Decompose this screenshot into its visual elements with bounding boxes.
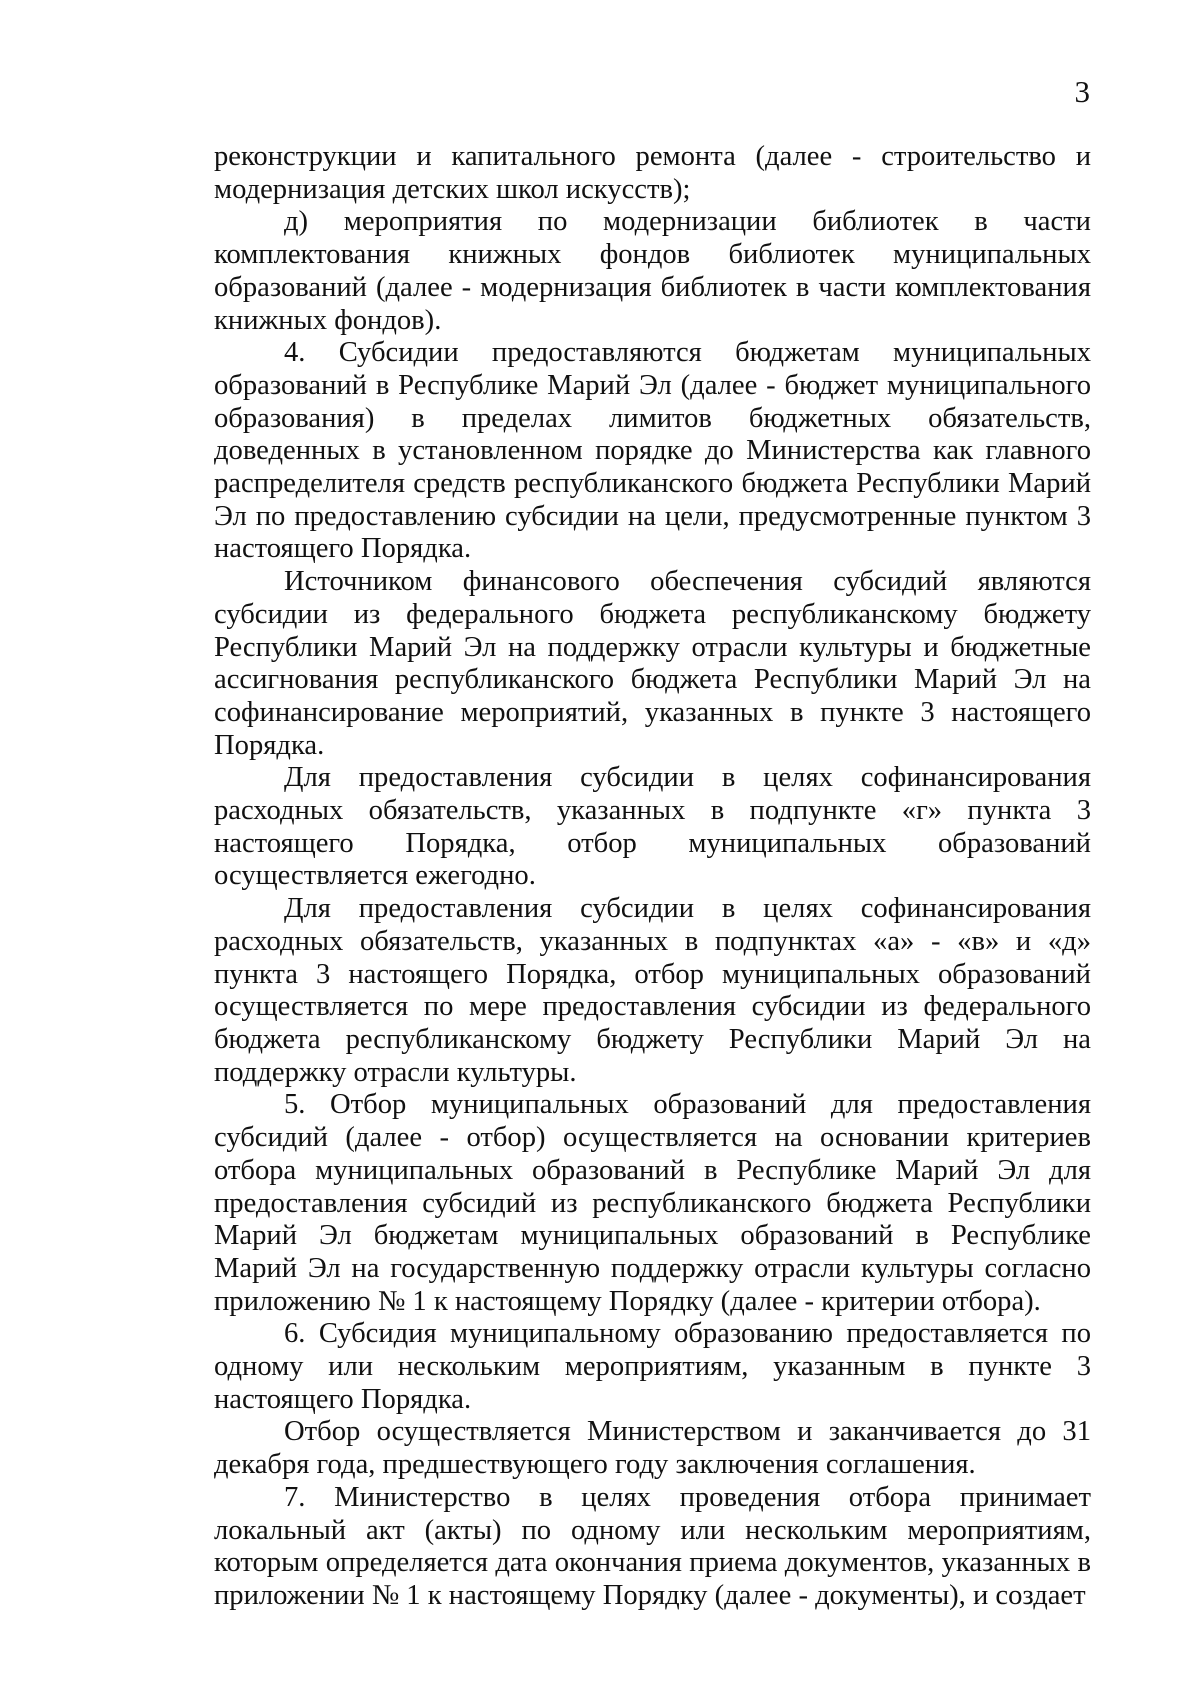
paragraph-clause-7: 7. Министерство в целях проведения отбора принимает локальный акт (акты) по одному или нескольким мероприятиям, которым определяется дата окончания приема документов, указанных в приложении № 1 к настоящему Порядку (далее - документы), и создает [214,1481,1091,1611]
paragraph-item-d: д) мероприятия по модернизации библиотек в части комплектования книжных фондов библиотек муниципальных образований (далее - модернизация библиотек в части комплектования книжных фондов). [214,206,1091,336]
paragraph-annual-selection: Для предоставления субсидии в целях софинансирования расходных обязательств, указанных в подпункте «г» пункта 3 настоящего Порядка, отбор муниципальных образований осуществляется ежегодно. [214,762,1091,892]
page-number: 3 [1074,74,1090,109]
paragraph-funding-sources: Источником финансового обеспечения субсидий являются субсидии из федерального бюджета республиканскому бюджету Республики Марий Эл на поддержку отрасли культуры и бюджетные ассигнования республиканского бюджета Республики Марий Эл на софинансирование мероприятий, указанных в пункте 3 настоящего Порядка. [214,566,1091,761]
document-body [214,141,1091,1613]
paragraph-clause-6: 6. Субсидия муниципальному образованию предоставляется по одному или нескольким мероприятиям, указанным в пункте 3 настоящего Порядка. [214,1318,1091,1415]
paragraph-selection-by-subsidy: Для предоставления субсидии в целях софинансирования расходных обязательств, указанных в подпунктах «а» - «в» и «д» пункта 3 настоящего Порядка, отбор муниципальных образований осуществляется по мере предоставления субсидии из федерального бюджета республиканскому бюджету Республики Марий Эл на поддержку отрасли культуры. [214,893,1091,1088]
paragraph-selection-deadline: Отбор осуществляется Министерством и заканчивается до 31 декабря года, предшествующего году заключения соглашения. [214,1416,1091,1481]
paragraph-clause-5: 5. Отбор муниципальных образований для предоставления субсидий (далее - отбор) осуществляется на основании критериев отбора муниципальных образований в Республике Марий Эл для предоставления субсидий из республиканского бюджета Республики Марий Эл бюджетам муниципальных образований в Республике Марий Эл на государственную поддержку отрасли культуры согласно приложению № 1 к настоящему Порядку (далее - критерии отбора). [214,1089,1091,1317]
paragraph-continuation: реконструкции и капитального ремонта (далее - строительство и модернизация детских школ искусств); [214,141,1091,205]
paragraph-clause-4: 4. Субсидии предоставляются бюджетам муниципальных образований в Республике Марий Эл (далее - бюджет муниципального образования) в пределах лимитов бюджетных обязательств, доведенных в установленном порядке до Министерства как главного распределителя средств республиканского бюджета Республики Марий Эл по предоставлению субсидии на цели, предусмотренные пунктом 3 настоящего Порядка. [214,337,1091,565]
